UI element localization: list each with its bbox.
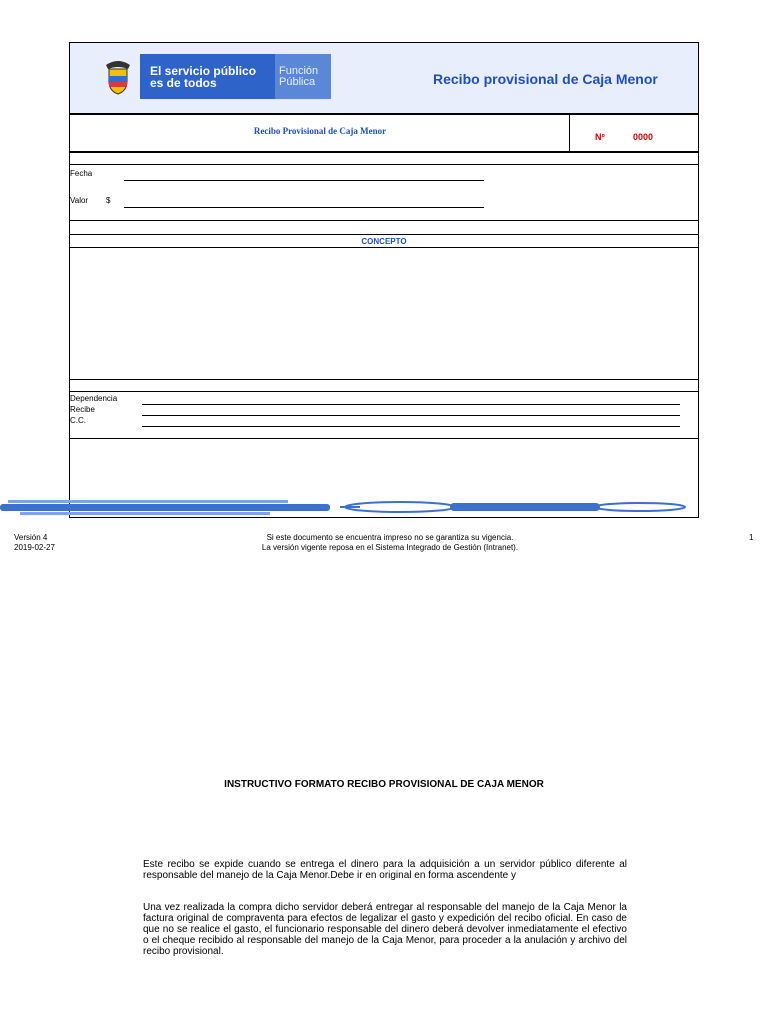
cc-label: C.C. [70, 416, 86, 425]
funcion-publica-logo [275, 54, 331, 99]
notice-line-2: La versión vigente reposa en el Sistema Integrado de Gestión (Intranet). [261, 543, 519, 552]
validity-notice [180, 533, 600, 553]
date-value-section [69, 164, 699, 221]
quality-watermark-band [0, 496, 700, 518]
receipt-subtitle: Recibo Provisional de Caja Menor [253, 126, 387, 136]
concepto-field[interactable] [69, 247, 699, 380]
logo-line-1: El servicio público [150, 64, 257, 78]
instructions-paragraph-1: Este recibo se expide cuando se entrega el dinero para la adquisición a un servidor público diferente al responsable del manejo de la Caja Menor.Debe ir en original en forma ascendente y [143, 859, 627, 881]
recibe-field[interactable] [142, 415, 680, 416]
dependencia-field[interactable] [142, 404, 680, 405]
signature-section [69, 391, 699, 439]
logo-right-line-2: Pública [279, 76, 316, 88]
receipt-number-cell [569, 115, 700, 151]
receipt-number-value: 0000 [633, 132, 654, 142]
fecha-label: Fecha [70, 169, 93, 178]
el-servicio-publico-logo [140, 54, 331, 99]
version-block [14, 533, 55, 553]
logo-right-line-1: Función [279, 65, 319, 77]
logo-line-2: es de todos [150, 76, 217, 90]
receipt-title-row [69, 114, 699, 152]
version-label: Versión 4 [14, 533, 48, 542]
receipt-number-label: Nº [595, 132, 605, 142]
currency-symbol: $ [106, 196, 111, 205]
concepto-label: CONCEPTO [361, 237, 407, 246]
version-date: 2019-02-27 [14, 543, 55, 552]
recibe-label: Recibe [70, 405, 95, 414]
form-header [69, 42, 699, 114]
header-title: Recibo provisional de Caja Menor [433, 71, 658, 87]
concepto-header [69, 234, 699, 248]
instructions-paragraph-2: Una vez realizada la compra dicho servidor deberá entregar al responsable del manejo de la Caja Menor la factura original de compraventa para efectos de legalizar el gasto y expedición del recibo oficial. En caso de que no se realice el gasto, el funcionario responsable del dinero deberá devolver inmediatamente el efectivo o el cheque recibido al responsable del manejo de la Caja Menor, para proceder a la anulación y archivo del recibo provisional. [143, 902, 627, 957]
coat-of-arms-icon [102, 59, 134, 95]
page-number: 1 [749, 533, 754, 542]
dependencia-label: Dependencia [70, 394, 118, 403]
instructions-title: INSTRUCTIVO FORMATO RECIBO PROVISIONAL DE CAJA MENOR [224, 779, 544, 790]
spacer-row [69, 221, 699, 235]
valor-field[interactable] [124, 207, 484, 208]
notice-line-1: Si este documento se encuentra impreso no se garantiza su vigencia. [266, 533, 514, 542]
cc-field[interactable] [142, 426, 680, 427]
fecha-field[interactable] [124, 180, 484, 181]
valor-label: Valor [70, 196, 89, 205]
